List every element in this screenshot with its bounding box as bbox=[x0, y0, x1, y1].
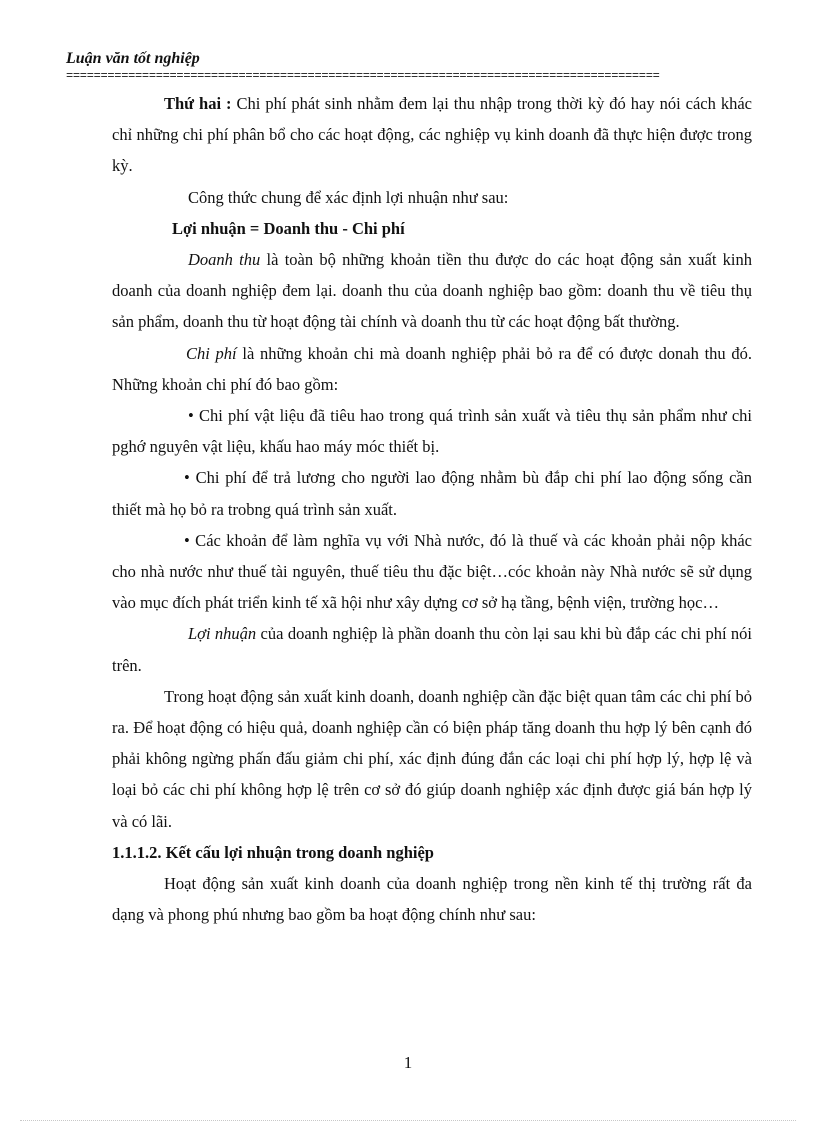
page-number: 1 bbox=[403, 1053, 413, 1072]
paragraph-chi-phi bbox=[112, 338, 752, 400]
header-rule: ====================================================================================== bbox=[66, 69, 660, 83]
paragraph-text: là toàn bộ những khoản tiền thu được do các hoạt động sản xuất kinh doanh của doanh nghiệp đem lại. doanh thu của doanh nghiệp bao gồm: doanh thu về tiêu thụ sản phẩm, doanh thu từ hoạt động tài chính và doanh thu từ các hoạt động bất thường. bbox=[112, 250, 752, 332]
page-bottom-divider bbox=[20, 1120, 796, 1121]
section-heading: 1.1.1.2. Kết cấu lợi nhuận trong doanh nghiệp bbox=[112, 842, 434, 862]
paragraph-text: của doanh nghiệp là phần doanh thu còn lại sau khi bù đắp các chi phí nói trên. bbox=[112, 624, 752, 675]
paragraph-text: Chi phí phát sinh nhằm đem lại thu nhập trong thời kỳ đó hay nói cách khác chỉ những chi phí phân bổ cho các hoạt động, các nghiệp vụ kinh doanh đã thực hiện được trong kỳ. bbox=[112, 94, 752, 176]
header-title: Luận văn tốt nghiệp bbox=[66, 50, 200, 67]
paragraph-text: là những khoản chi mà doanh nghiệp phải bỏ ra để có được donah thu đó. Những khoản chi phí đó bao gồm: bbox=[112, 343, 752, 394]
bullet-item: • Chi phí để trả lương cho người lao động nhằm bù đắp chi phí lao động sống cần thiết mà họ bỏ ra trobng quá trình sản xuất. bbox=[112, 468, 752, 519]
paragraph-trong-hoat-dong: Trong hoạt động sản xuất kinh doanh, doanh nghiệp cần đặc biệt quan tâm các chi phí bỏ ra. Để hoạt động có hiệu quả, doanh nghiệp cần có biện pháp tăng doanh thu hợp lý bên cạnh đó phải không ngừng phấn đấu giảm chi phí, xác định đúng đắn các loại chi phí hợp lý, hợp lệ và loại bỏ các chi phí không hợp lệ trên cơ sở đó giúp doanh nghiệp xác định được giá bán hợp lý và có lãi. bbox=[112, 686, 752, 831]
bullet-item: • Các khoản để làm nghĩa vụ với Nhà nước, đó là thuế và các khoản phải nộp khác cho nhà nước như thuế tài nguyên, thuế tiêu thu đặc biệt…cóc khoản này Nhà nước sẽ sử dụng vào mục đích phát triển kinh tế xã hội như xây dựng cơ sở hạ tầng, bệnh viện, trường học… bbox=[112, 530, 752, 613]
paragraph-doanh-thu bbox=[112, 244, 752, 338]
paragraph-thu-hai bbox=[112, 88, 752, 182]
paragraph-cong-thuc: Công thức chung để xác định lợi nhuận như sau: bbox=[188, 187, 509, 207]
document-body bbox=[112, 88, 752, 930]
paragraph-hoat-dong: Hoạt động sản xuất kinh doanh của doanh nghiệp trong nền kinh tế thị trường rất đa dạng và phong phú nhưng bao gồm ba hoạt động chính như sau: bbox=[112, 874, 752, 925]
term-doanh-thu: Doanh thu bbox=[188, 250, 261, 270]
bullet-item: • Chi phí vật liệu đã tiêu hao trong quá trình sản xuất và tiêu thụ sản phẩm như chi pghớ nguyên vật liệu, khấu hao máy móc thiết bị. bbox=[112, 406, 752, 457]
paragraph-loi-nhuan bbox=[112, 618, 752, 680]
term-chi-phi: Chi phí bbox=[186, 343, 237, 363]
formula: Lợi nhuận = Doanh thu - Chi phí bbox=[172, 218, 405, 238]
lead-thu-hai: Thứ hai : bbox=[164, 94, 232, 113]
term-loi-nhuan: Lợi nhuận bbox=[188, 624, 257, 644]
